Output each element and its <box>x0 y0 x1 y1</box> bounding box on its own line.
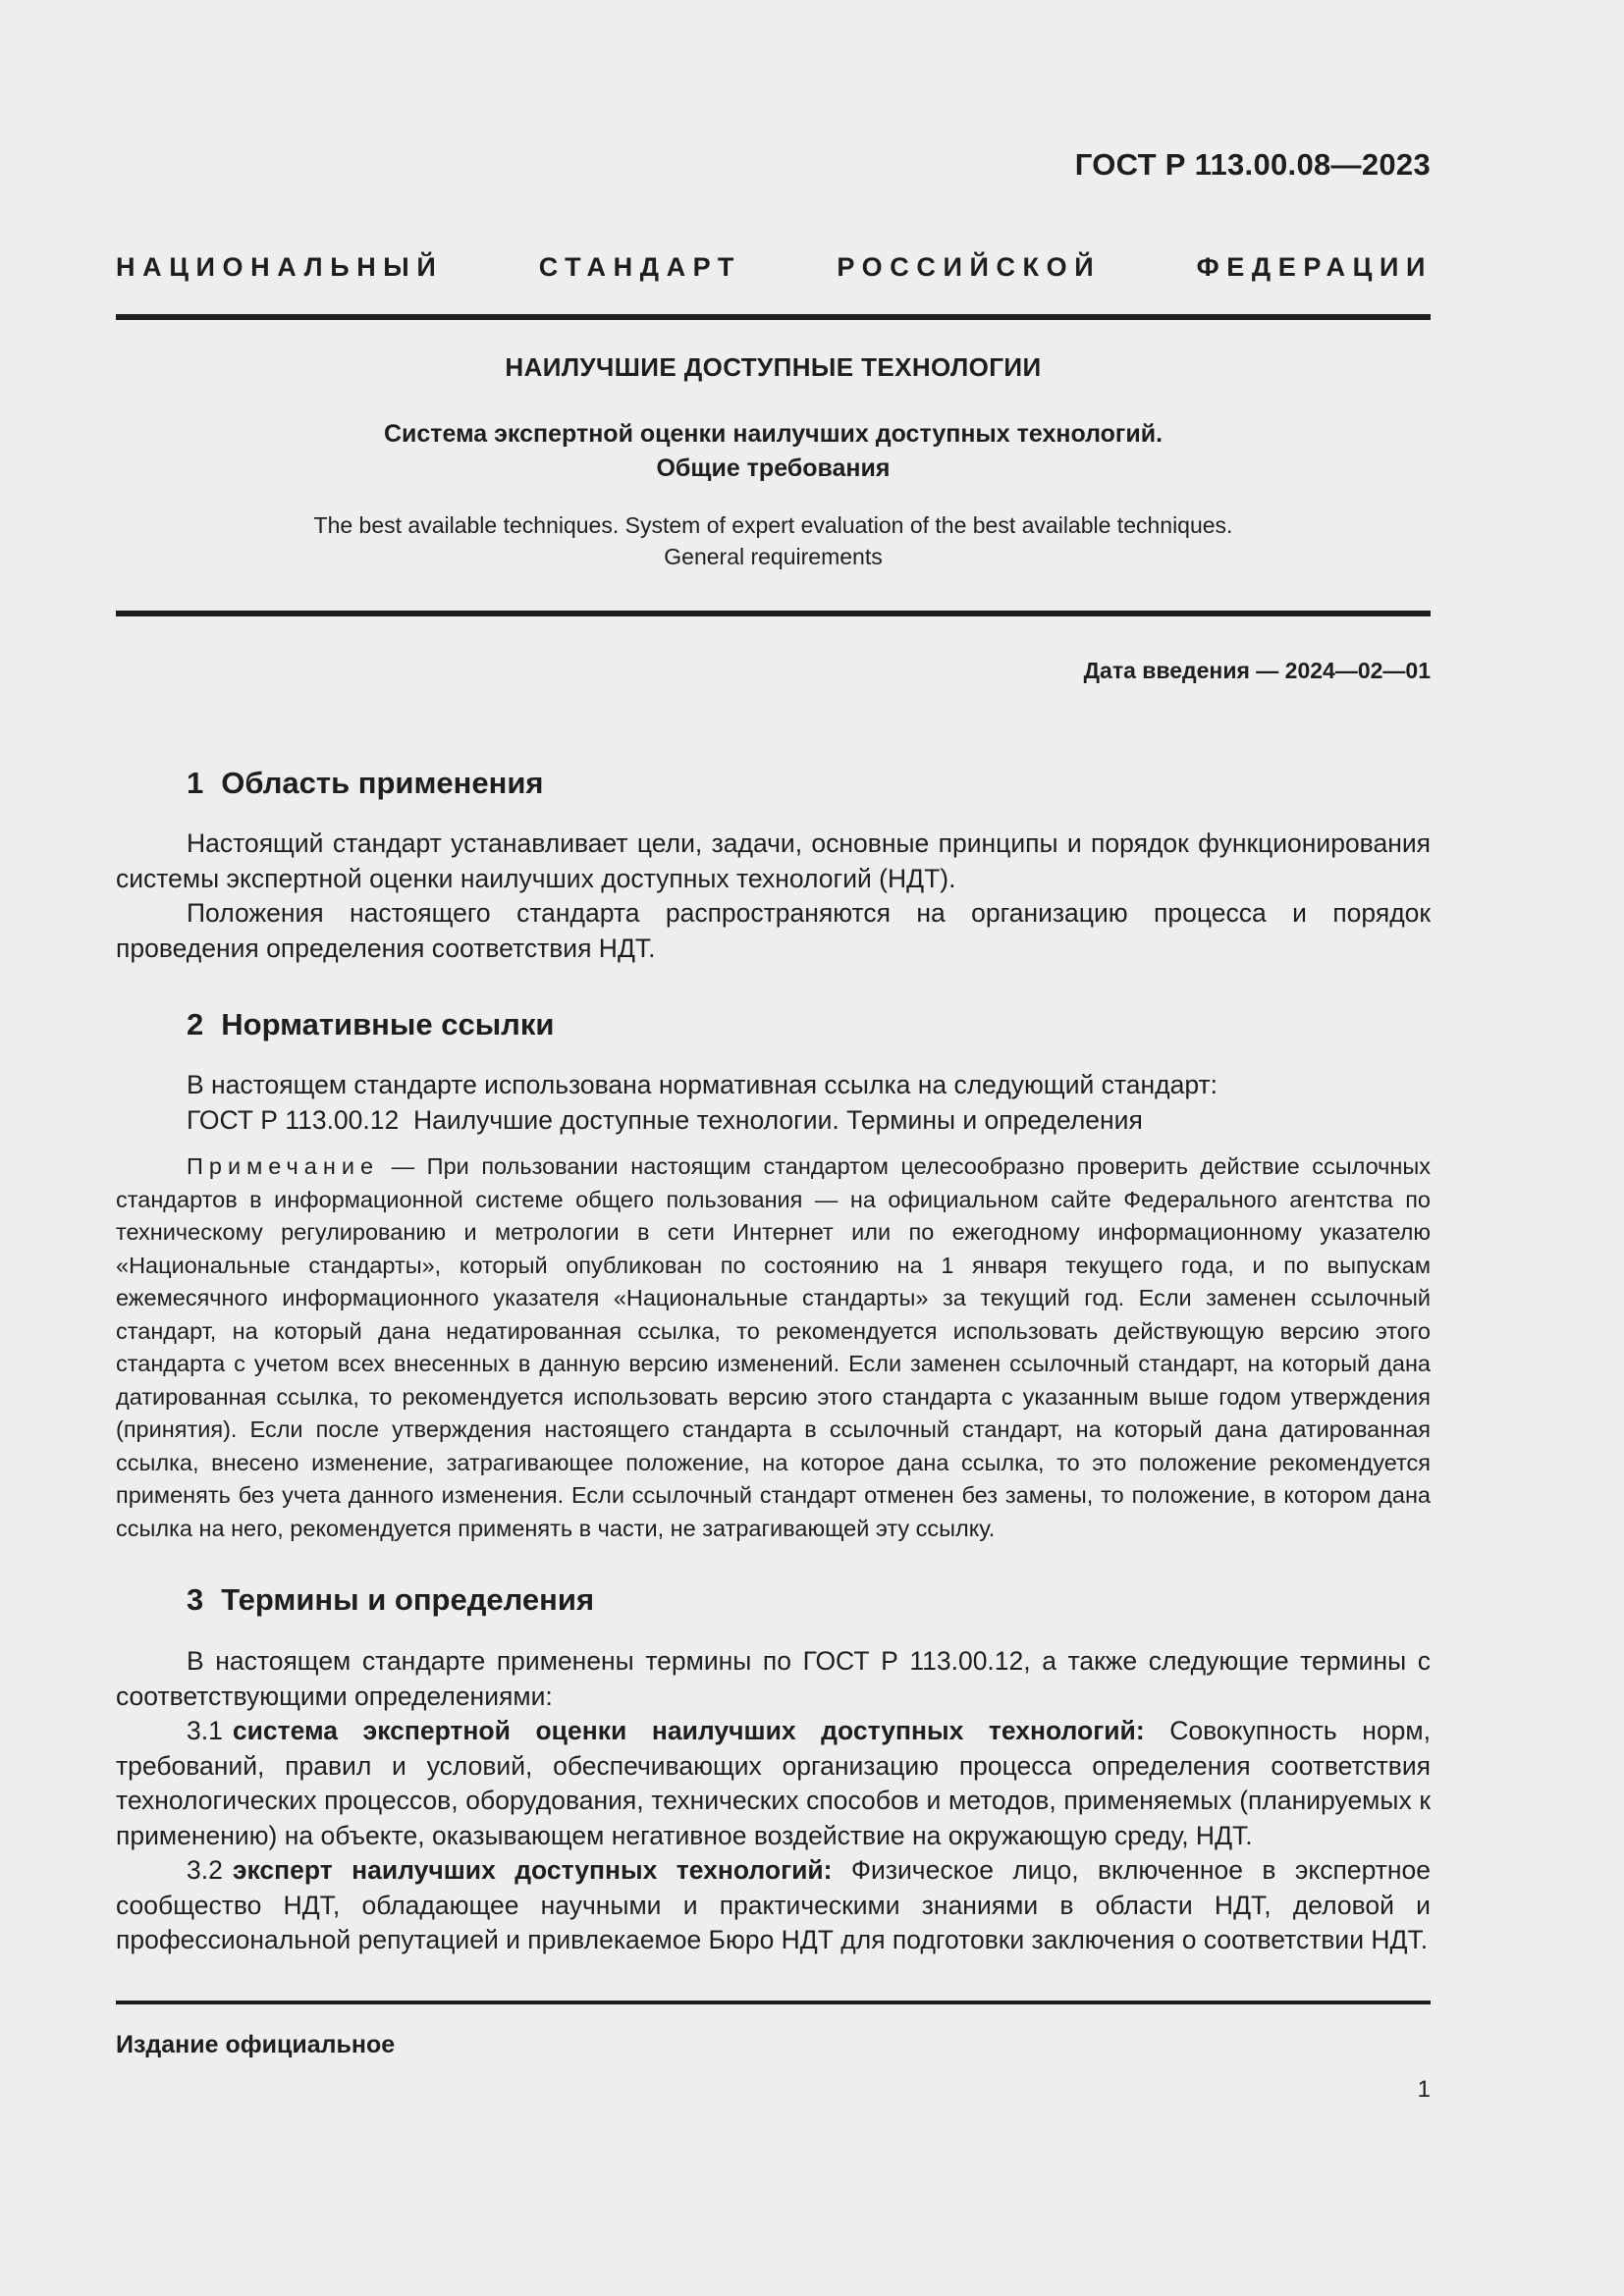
section-2-title: Нормативные ссылки <box>221 1007 555 1041</box>
section-2-body <box>116 1068 1431 1138</box>
section-1-heading <box>187 766 544 801</box>
section-1-title: Область применения <box>221 766 544 800</box>
section-1-paragraph-1: Настоящий стандарт устанавливает цели, задачи, основные принципы и порядок функционирования системы экспертной оценки наилучших доступных технологий (НДТ). <box>116 828 1431 893</box>
subtitle-line-1: Система экспертной оценки наилучших доступных технологий. <box>383 420 1164 448</box>
term-3-2 <box>116 1853 1431 1958</box>
section-1-body <box>116 827 1431 966</box>
term-3-1 <box>116 1714 1431 1853</box>
note-label: Примечание <box>187 1153 380 1179</box>
national-standard-banner: НАЦИОНАЛЬНЫЙ СТАНДАРТ РОССИЙСКОЙ ФЕДЕРАЦИИ <box>116 252 1433 282</box>
english-title <box>116 509 1431 572</box>
document-title: НАИЛУЧШИЕ ДОСТУПНЫЕ ТЕХНОЛОГИИ <box>505 352 1042 382</box>
introduction-date: Дата введения — 2024—02—01 <box>1083 658 1431 683</box>
footer-divider <box>116 2001 1431 2004</box>
note-paragraph <box>116 1150 1431 1545</box>
header-divider <box>116 314 1431 320</box>
section-3-title: Термины и определения <box>221 1582 595 1617</box>
english-title-line-2: General requirements <box>664 544 883 569</box>
term-3-1-definition: Совокупность норм, требований, правил и условий, обеспечивающих организацию процесса определения соответствия технологических процессов, оборудования, технических способов и методов, применяемых (планируемых к применению) на объекте, оказывающем негативное воздействие на окружающую среду, НДТ. <box>116 1716 1432 1850</box>
term-3-1-number: 3.1 <box>187 1716 223 1745</box>
section-3-heading <box>187 1582 594 1618</box>
subtitle-line-2: Общие требования <box>656 454 891 482</box>
official-edition-label: Издание официальное <box>116 2031 396 2058</box>
section-2-number: 2 <box>187 1007 204 1041</box>
section-3-body <box>116 1644 1431 1958</box>
term-3-1-name: система экспертной оценки наилучших доступных технологий: <box>232 1716 1145 1745</box>
document-subtitle <box>116 417 1431 486</box>
section-3-paragraph-1: В настоящем стандарте применены термины по ГОСТ Р 113.00.12, а также следующие термины с соответствующими определениями: <box>116 1646 1431 1711</box>
section-1-paragraph-2: Положения настоящего стандарта распространяются на организацию процесса и порядок проведения определения соответствия НДТ. <box>116 898 1431 963</box>
page-number: 1 <box>1417 2076 1431 2103</box>
document-number: ГОСТ Р 113.00.08—2023 <box>1074 147 1431 182</box>
term-3-2-definition: Физическое лицо, включенное в экспертное сообщество НДТ, обладающее научными и практическими знаниями в области НДТ, деловой и профессиональной репутацией и привлекаемое Бюро НДТ для подготовки заключения о соответствии НДТ. <box>116 1855 1431 1954</box>
term-3-2-name: эксперт наилучших доступных технологий: <box>232 1855 833 1885</box>
title-divider <box>116 611 1431 616</box>
section-3-number: 3 <box>187 1582 204 1617</box>
section-2-note <box>116 1150 1431 1545</box>
english-title-line-1: The best available techniques. System of expert evaluation of the best available techniques. <box>313 512 1233 538</box>
note-text: — При пользовании настоящим стандартом целесообразно проверить действие ссылочных стандартов в информационной системе общего пользования — на официальном сайте Федерального агентства по техническому регулированию и метрологии в сети Интернет или по ежегодному информационному указателю «Национальные стандарты», который опубликован по состоянию на 1 января текущего года, и по выпускам ежемесячного информационного указателя «Национальные стандарты» за текущий год. Если заменен ссылочный стандарт, на который дана недатированная ссылка, то рекомендуется использовать действующую версию этого стандарта с учетом всех внесенных в данную версию изменений. Если заменен ссылочный стандарт, на который дана датированная ссылка, то рекомендуется использовать версию этого стандарта с указанным выше годом утверждения (принятия). Если после утверждения настоящего стандарта в ссылочный стандарт, на который дана датированная ссылка, внесено изменение, затрагивающее положение, на которое дана ссылка, то это положение рекомендуется применять без учета данного изменения. Если ссылочный стандарт отменен без замены, то положение, в котором дана ссылка на него, рекомендуется применять в части, не затрагивающей эту ссылку. <box>116 1153 1431 1541</box>
term-3-2-number: 3.2 <box>187 1855 223 1885</box>
section-2-reference: ГОСТ Р 113.00.12 Наилучшие доступные технологии. Термины и определения <box>187 1104 1143 1135</box>
section-2-heading <box>187 1007 554 1042</box>
section-2-paragraph-1: В настоящем стандарте использована нормативная ссылка на следующий стандарт: <box>187 1070 1218 1099</box>
section-1-number: 1 <box>187 766 204 800</box>
